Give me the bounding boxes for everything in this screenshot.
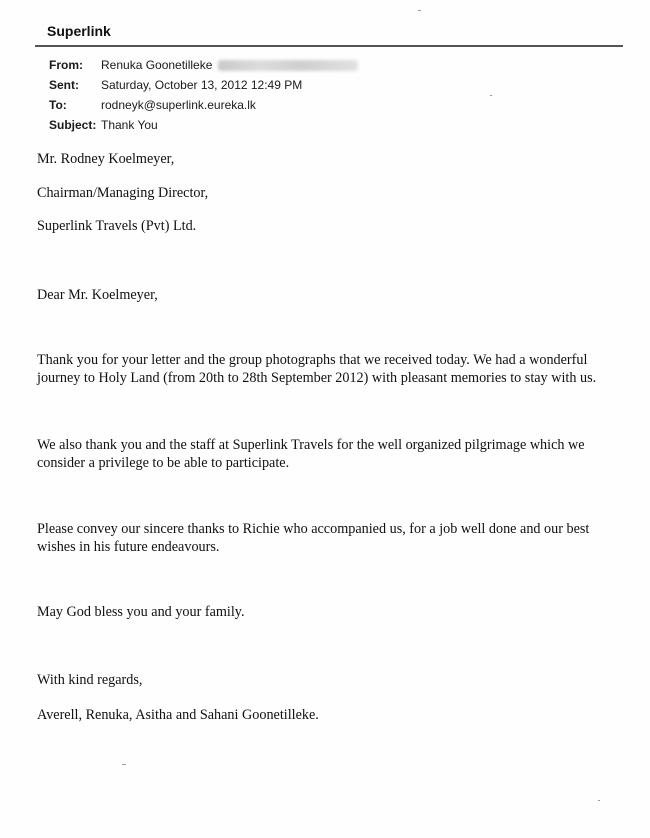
- redacted-email: [218, 60, 358, 71]
- closing-line: With kind regards,: [37, 672, 143, 688]
- paragraph-1-line-2: journey to Holy Land (from 20th to 28th September 2012) with pleasant memories to stay with us.: [37, 370, 597, 386]
- scan-speck: [122, 764, 126, 765]
- salutation: Dear Mr. Koelmeyer,: [37, 287, 158, 303]
- paragraph-2-line-2: consider a privilege to be able to participate.: [37, 455, 290, 471]
- from-label: From:: [49, 58, 83, 72]
- paragraph-1-line-1: Thank you for your letter and the group photographs that we received today. We had a wonderful: [37, 352, 588, 368]
- subject-label: Subject:: [49, 118, 97, 132]
- sent-value: Saturday, October 13, 2012 12:49 PM: [101, 78, 303, 92]
- to-value: rodneyk@superlink.eureka.lk: [101, 98, 256, 112]
- scan-speck: [490, 95, 492, 96]
- blessing-line: May God bless you and your family.: [37, 604, 245, 620]
- signature-line: Averell, Renuka, Asitha and Sahani Goonetilleke.: [37, 707, 319, 723]
- paragraph-2-line-1: We also thank you and the staff at Superlink Travels for the well organized pilgrimage which we: [37, 437, 585, 453]
- scan-speck: [418, 10, 421, 11]
- sent-label: Sent:: [49, 78, 79, 92]
- to-row: [49, 98, 256, 112]
- from-value: Renuka Goonetilleke: [101, 58, 213, 72]
- sent-row: [49, 78, 302, 92]
- paragraph-3-line-2: wishes in his future endeavours.: [37, 539, 220, 555]
- paragraph-3-line-1: Please convey our sincere thanks to Richie who accompanied us, for a job well done and our best: [37, 521, 590, 537]
- header-divider: [35, 45, 623, 47]
- addressee-company: Superlink Travels (Pvt) Ltd.: [37, 218, 197, 234]
- scan-speck: [598, 800, 600, 801]
- addressee-title: Chairman/Managing Director,: [37, 185, 209, 201]
- addressee-name: Mr. Rodney Koelmeyer,: [37, 151, 175, 167]
- subject-value: Thank You: [101, 118, 158, 132]
- subject-row: [49, 118, 158, 132]
- from-row: [49, 58, 358, 72]
- brand-title: Superlink: [47, 23, 111, 39]
- to-label: To:: [49, 98, 67, 112]
